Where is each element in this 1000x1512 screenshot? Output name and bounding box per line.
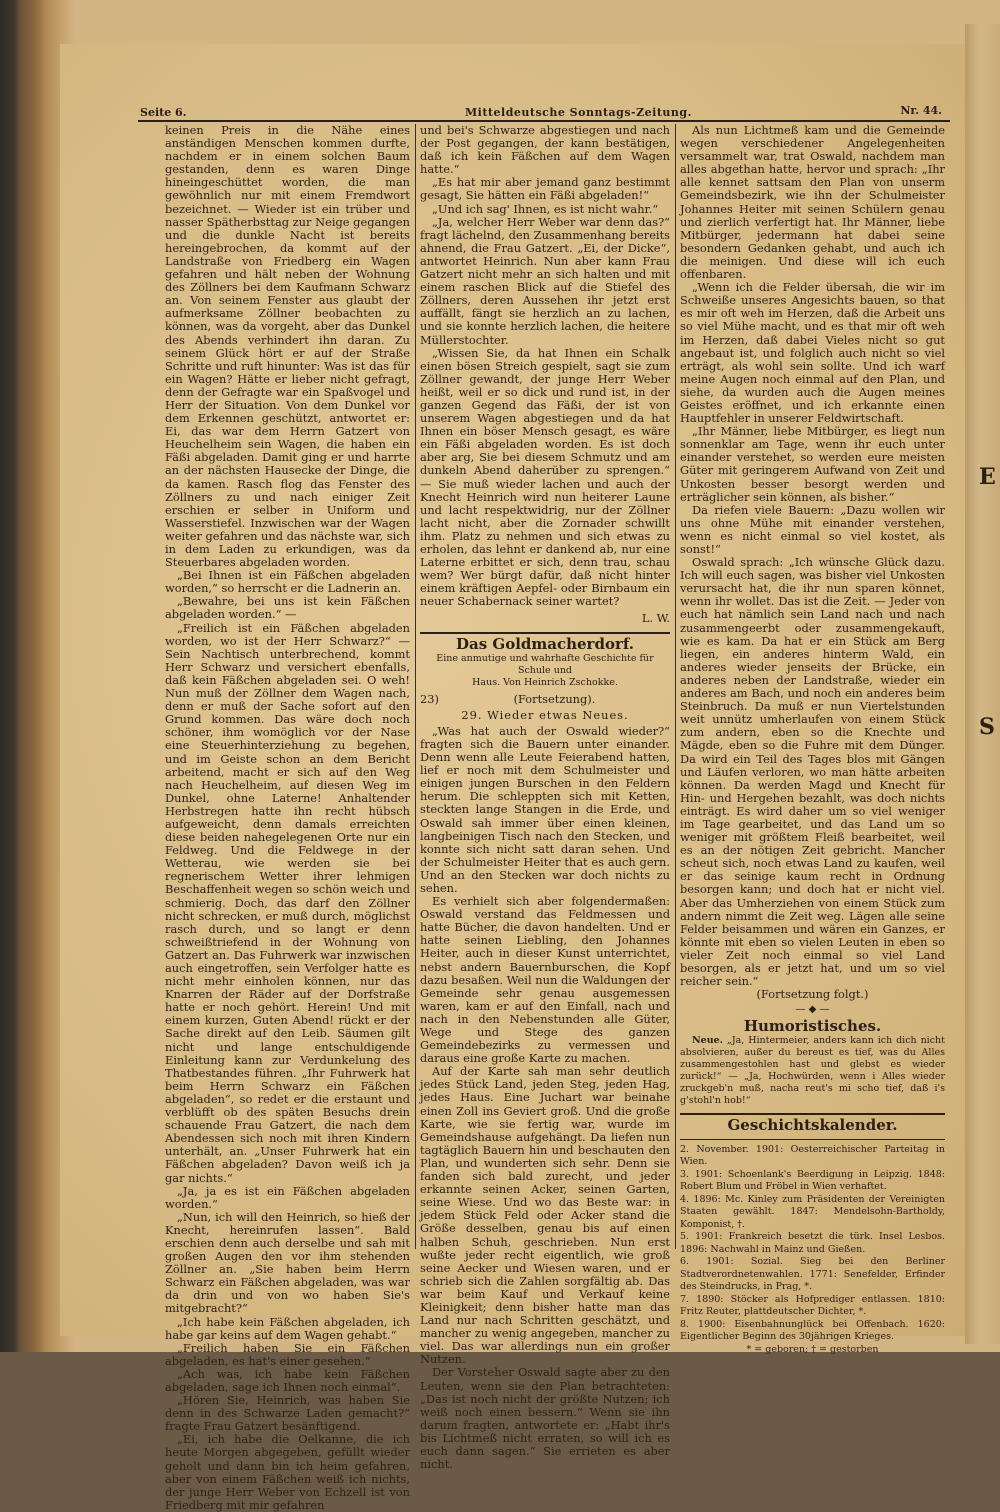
paragraph: „Es hat mir aber jemand ganz bestimmt gesagt, Sie hätten ein Fäßi abgeladen!“ bbox=[420, 175, 670, 203]
paragraph: „Ich habe kein Fäßchen abgeladen, ich habe gar keins auf dem Wagen gehabt.“ bbox=[165, 1314, 410, 1342]
side-mark: E bbox=[979, 464, 996, 490]
paragraph: „Freilich ist ein Fäßchen abgeladen worden, wo ist der Herr Schwarz?“ — Sein Nachtisch unterbrechend, kommt Herr Schwarz und versichert ebenfalls, daß kein Fäßchen abgeladen sei. O weh! Nun muß der Zöllner dem Wagen nach, denn er muß der Sache sofort auf den Grund kommen. Das wäre doch noch schöner, ihm womöglich vor der Nase eine Steuerhinterziehung zu begehen, und im Geiste schon an dem Bericht arbeitend, macht er sich auf den Weg nach Heuchelheim, auf diesen Weg im Dunkel, ohne Laterne! Anhaltender Herbstregen hatte ihn recht hübsch aufgeweicht, denn damals erreichten diese beiden nahegelegenen Orte nur ein Feldweg. Und die Feldwege in der Wetterau, wie werden sie bei regnerischem Wetter ihrer lehmigen Beschaffenheit wegen so schön weich und schmierig. Doch, das darf den Zöllner nicht schrecken, er muß durch, möglichst rasch durch, und so langt er denn schweißtriefend in der Wohnung von Gatzert an. Das Fuhrwerk war inzwischen auch eingetroffen, sein Verfolger hatte es nicht mehr einholen können, nur das Knarren der Räder auf der Dorfstraße hatte er noch gehört. Herein! Und mit einem kurzen, Guten Abend! rückt er der Sache direkt auf den Leib. Säumen gilt nicht und lange entschuldigende Einleitung kann zur Verdunkelung des Thatbestandes führen. „Ihr Fuhrwerk hat beim Herrn Schwarz ein Fäßchen abgeladen“, so redet er die erstaunt und verblüfft ob des späten Besuchs drein schauende Frau Gatzert, die nach dem Abendessen sich noch mit ihren Kindern unterhält, an. „Unser Fuhrwerk hat ein Fäßchen abgeladen? Davon weiß ich ja gar nichts.“ bbox=[165, 620, 410, 1185]
header-rule bbox=[138, 120, 950, 122]
newspaper-title: Mitteldeutsche Sonntags-Zeitung. bbox=[465, 106, 692, 119]
paragraph: Auf der Karte sah man sehr deutlich jedes Stück Land, jeden Steg, jeden Hag, jedes Haus. Eine Juchart war beinahe einen Zoll ins Geviert groß. Und die große Karte, wie sie fertig war, wurde im Gemeindshause aufgehängt. Da liefen nun tagtäglich Bauern hin und beschauten den Plan, und wunderten sich sehr. Denn sie fanden sich bald zurecht, und jeder erkannte seinen Acker, seinen Garten, seine Wiese. Und wo das Beste war: in jedem Stück Feld oder Acker stand die Größe desselben, genau bis auf einen halben Schuh, geschrieben. Nun erst wußte jeder recht eigentlich, wie groß seine Aecker und Wiesen waren, und er schrieb sich die Zahlen sorgfältig ab. Das war beim Kauf und Verkauf keine Kleinigkeit; denn bisher hatte man das Land nur nach Schritten geschätzt, und mancher zu wenig angegeben, mancher zu viel. Das war allerdings nun ein großer Nutzen. bbox=[420, 1064, 670, 1367]
calendar-title: Geschichtskalender. bbox=[727, 1116, 898, 1135]
calendar-legend: * = geboren; † = gestorben bbox=[746, 1343, 879, 1355]
page-label: Seite 6. bbox=[140, 106, 187, 119]
paragraph: und bei's Schwarze abgestiegen und nach der Post gegangen, der kann bestätigen, daß ich kein Fäßchen auf dem Wagen hatte.“ bbox=[420, 123, 670, 177]
subtitle-line: Haus. Von Heinrich Zschokke. bbox=[472, 676, 618, 688]
ornament-rule: — ◆ — bbox=[795, 1004, 830, 1016]
chapter-heading: 29. Wieder etwas Neues. bbox=[461, 707, 629, 722]
paragraph: „Ihr Männer, liebe Mitbürger, es liegt nun sonnenklar am Tage, wenn ihr euch unter einander verstehet, so werden eure meisten Güter mit geringerem Aufwand von Zeit und Unkosten besser besorgt werden und erträglicher sein können, als bisher.“ bbox=[680, 424, 945, 504]
calendar-entry: 7. 1890: Stöcker als Hofprediger entlassen. 1810: Fritz Reuter, plattdeutscher Dichter, *. bbox=[680, 1293, 945, 1318]
paragraph: „Wissen Sie, da hat Ihnen ein Schalk einen bösen Streich gespielt, sagt sie zum Zöllner gewandt, der junge Herr Weber heißt, weil er so dick und rund ist, in der ganzen Gegend das Fäßi, der ist von unserem Wagen abgestiegen und da hat Ihnen ein böser Mensch gesagt, es wäre ein Fäßi abgeladen worden. Es ist doch aber arg, Sie bei diesem Schmutz und am dunkeln Abend daherüber zu sprengen.“ — Sie muß wieder lachen und auch der Knecht Heinrich wird nun heiterer Laune und lacht respektwidrig, nur der Zöllner lacht nicht, aber die Zornader schwillt ihm. Platz zu nehmen und sich etwas zu erholen, das lehnt er dankend ab, nur eine Laterne erbittet er sich, denn trau, schau wem? Wer bürgt dafür, daß nicht hinter einem kräftigen Aepfel- oder Birnbaum ein neuer Schabernack seiner wartet? bbox=[420, 345, 670, 609]
issue-number: Nr. 44. bbox=[900, 104, 942, 117]
section-rule bbox=[420, 632, 670, 634]
calendar-entry: 2. November. 1901: Oesterreichischer Parteitag in Wien. bbox=[680, 1143, 945, 1168]
paragraph: „Wenn ich die Felder übersah, die wir im Schweiße unseres Angesichts bauen, so that es mir oft weh im Herzen, daß die Arbeit uns so viel Mühe macht, und es that mir oft weh im Herzen, daß dabei Vieles nicht so gut angebaut ist, und folglich auch nicht so viel erträgt, als wohl sein sollte. Und ich warf meine Augen noch einmal auf den Plan, und siehe, da wurden auch die Augen meines Geistes eröffnet, und ich erkannte einen Hauptfehler in unserer Feldwirtschaft. bbox=[680, 280, 945, 426]
paragraph: „Bewahre, bei uns ist kein Fäßchen abgeladen worden.“ — bbox=[165, 594, 410, 622]
calendar-entry: 4. 1896: Mc. Kinley zum Präsidenten der Vereinigten Staaten gewählt. 1847: Mendelsohn-Bartholdy, Komponist, †. bbox=[680, 1193, 945, 1230]
calendar-entry: 5. 1901: Frankreich besetzt die türk. Insel Lesbos. 1896: Nachwahl in Mainz und Gießen. bbox=[680, 1231, 945, 1255]
paragraph: „Bei Ihnen ist ein Fäßchen abgeladen worden,“ so herrscht er die Ladnerin an. bbox=[165, 568, 410, 596]
column-separator bbox=[415, 124, 416, 1249]
paragraph: „Ja, welcher Herr Weber war denn das?“ fragt lächelnd, den Zusammenhang bereits ahnend, die Frau Gatzert. „Ei, der Dicke“, antwortet Heinrich. Nun aber kann Frau Gatzert nicht mehr an sich halten und mit einem raschen Blick auf die Stiefel des Zöllners, deren Aussehen ihr jetzt erst auffällt, fängt sie herzlich an zu lachen, und sie konnte herzlich lachen, die heitere Müllerstochter. bbox=[420, 214, 670, 347]
calendar-list bbox=[680, 1144, 945, 1357]
paragraph: „Ach was, ich habe kein Fäßchen abgeladen, sage ich Ihnen noch einmal“. bbox=[165, 1366, 410, 1394]
section-rule bbox=[680, 1113, 945, 1115]
paragraph: Da riefen viele Bauern: „Dazu wollen wir uns ohne Mühe mit einander verstehen, wenn es nicht einmal so viel kostet, als sonst!“ bbox=[680, 502, 945, 556]
humor-title: Humoristisches. bbox=[743, 1017, 882, 1036]
column-separator bbox=[675, 124, 676, 1249]
next-page-edge bbox=[965, 24, 1000, 1344]
column-1 bbox=[165, 123, 410, 1512]
paragraph: Oswald sprach: „Ich wünsche Glück dazu. Ich will euch sagen, was bisher viel Unkosten verursacht hat, die ihr nun sparen könnet, wenn ihr wollet. Das ist die Zeit. — Jeder von euch hat nämlich sein Land nach und nach zusammengeerbt oder zusammengekauft, wie es kam. Da hat er ein Stück am Berg liegen, ein anderes hinterm Wald, ein anderes wieder jenseits der Brücke, ein anderes neben der Landstraße, wieder ein anderes am Bach, und noch ein anderes beim Steinbruch. Da muß er nun Viertelstunden weit unnütz umherlaufen von einem Stück zum andern, eben so die Knechte und Mägde, eben so die Fuhre mit dem Dünger. Da wird ein Teil des Tages blos mit Gängen und Läufen verloren, wo man hätte arbeiten können. Da werden Magd und Knecht für Hin- und Hergehen bezahlt, was doch nichts einträgt. Es wird daher um so viel weniger im Tage gearbeitet, und das Land um so weniger mit größtem Fleiß bearbeitet, weil es an der nötigen Zeit gebricht. Mancher scheut sich, noch etwas Land zu kaufen, weil er das seinige kaum recht in Ordnung besorgen kann; und doch hat er nicht viel. Aber das Umherziehen von einem Stück zum andern nimmt die Zeit weg. Lägen alle seine Felder beisammen und wären ein Ganzes, er könnte mit eben so vielen Leuten in eben so vieler Zeit noch einmal so viel Land besorgen, als er jetzt hat, und um so viel reicher sein.“ bbox=[680, 555, 945, 989]
calendar-entry: 6. 1901: Sozial. Sieg bei den Berliner Stadtverordnetenwahlen. 1771: Senefelder, Erfinder des Steindrucks, in Prag, *. bbox=[680, 1256, 945, 1293]
paragraph: keinen Preis in die Nähe eines anständigen Menschen kommen durfte, nachdem er in einem solchen Baum gestanden, denn es waren Dinge hineingeschüttet worden, die man gewöhnlich nur mit einem Fremdwort bezeichnet. — Wieder ist ein trüber und nasser Spätherbsttag zur Neige gegangen und die dunkle Nacht ist bereits hereingebrochen, da kommt auf der Landstraße von Friedberg ein Wagen gefahren und hält neben der Wohnung des Zöllners bei dem Kaufmann Schwarz an. Von seinem Fenster aus glaubt der aufmerksame Zöllner beobachten zu können, was da vorgeht, aber das Dunkel des Abends verhindert ihn daran. Zu seinem Glück hört er auf der Straße Schritte und ruft hinunter: Was ist das für ein Wagen? Hätte er lieber nicht gefragt, denn der Gefragte war ein Spaßvogel und Herr der Situation. Von dem Dunkel vor dem Erkennen geschützt, antwortet er: Ei, das war dem Herrn Gatzert von Heuchelheim sein Wagen, die haben ein Fäßi abgeladen. Damit ging er und harrte an der nächsten Hausecke der Dinge, die da kamen. Rasch flog das Fenster des Zöllners zu und nach einiger Zeit erschien er selber in Uniform und Wasserstiefel. Inzwischen war der Wagen weiter gefahren und das nächste war, sich in dem Laden zu erkundigen, was da Steuerbares abgeladen worden. bbox=[165, 123, 410, 570]
calendar-entry: 8. 1900: Eisenbahnunglück bei Offenbach. 1620: Eigentlicher Beginn des 30jährigen Krieges. bbox=[680, 1318, 945, 1343]
installment-number: 23) bbox=[420, 691, 439, 706]
paragraph: „Hören Sie, Heinrich, was haben Sie denn in des Schwarze Laden gemacht?“ fragte Frau Gatzert besänftigend. bbox=[165, 1393, 410, 1434]
paragraph: „Ei, ich habe die Oelkanne, die ich heute Morgen abgegeben, gefüllt wieder geholt und dann bin ich heim gefahren, aber von einem Fäßchen weiß ich nichts, der junge Herr Weber von Echzell ist von Friedberg mit mir gefahren bbox=[165, 1432, 410, 1512]
calendar-entry: 3. 1901: Schoenlank's Beerdigung in Leipzig. 1848: Robert Blum und Fröbel in Wien verhaftet. bbox=[680, 1168, 945, 1193]
humor-label: Neue. bbox=[692, 1035, 723, 1047]
story-subtitle bbox=[420, 653, 670, 689]
story-title: Das Goldmacherdorf. bbox=[455, 634, 634, 653]
paragraph: Es verhielt sich aber folgendermaßen: Oswald verstand das Feldmessen und hatte Bücher, die davon handelten. Und er hatte seinen Liebling, den Johannes Heiter, auch in dieser Kunst unterrichtet, nebst andern Bauernburschen, die Kopf dazu besaßen. Weil nun die Waldungen der Gemeinde sehr genau ausgemessen waren, kam er auf den Einfall, nach und nach in den Nebenstunden alle Güter, Wege und Stege des ganzen Gemeindebezirks zu vermessen und daraus eine große Karte zu machen. bbox=[420, 894, 670, 1066]
column-2 bbox=[420, 123, 670, 1472]
subtitle-line: Eine anmutige und wahrhafte Geschichte für Schule und bbox=[436, 652, 654, 676]
author-signature: L. W. bbox=[641, 611, 670, 626]
paragraph: „Nun, ich will den Heinrich, so hieß der Knecht, hereinrufen lassen“. Bald erschien denn auch derselbe und sah mit großen Augen den vor ihm stehenden Zöllner an. „Sie haben beim Herrn Schwarz ein Fäßchen abgeladen, was war da drin und von wo haben Sie's mitgebracht?“ bbox=[165, 1209, 410, 1316]
paragraph: „Ja, ja es ist ein Fäßchen abgeladen worden.“ bbox=[165, 1183, 410, 1211]
side-mark: S bbox=[979, 714, 995, 740]
paragraph: Als nun Lichtmeß kam und die Gemeinde wegen verschiedener Angelegenheiten versammelt war, trat Oswald, nachdem man alles abgethan hatte, hervor und sprach: „Ihr alle kennet sattsam den Plan von unserm Gemeindsbezirk, wie ihn der Schulmeister Johannes Heiter mit seinen Schülern genau und zierlich verfertigt hat. Ihr Männer, liebe Mitbürger, jedermann hat dabei seine besondern Gedanken gehabt, und auch ich die meinigen. Und diese will ich euch offenbaren. bbox=[680, 123, 945, 282]
to-be-continued: (Fortsetzung folgt.) bbox=[756, 987, 869, 1002]
column-3 bbox=[680, 123, 945, 1355]
humor-paragraph bbox=[680, 1035, 945, 1107]
paragraph: „Was hat auch der Oswald wieder?“ fragten sich die Bauern unter einander. Denn wenn alle Leute Feierabend hatten, lief er noch mit dem Schulmeister und einigen jungen Burschen in den Feldern herum. Die schleppten sich mit Ketten, steckten lange Stangen in die Erde, und Oswald sah immer über einen kleinen, langbeinigen Tisch nach den Stecken, und konnte sich nicht satt daran sehen. Und der Schulmeister Heiter that es auch gern. Und an den Stecken war doch nichts zu sehen. bbox=[420, 723, 670, 895]
humor-text: „Ja, Hintermeier, anders kann ich dich nicht absolvieren, außer du bereust es tief, was du Alles zusammengestohlen hast und glebst es wieder zurück!“ — „Ja, Hochwürden, wenn i Alles wieder zruckgeb'n muß, nacha reut's mi scho tief, daß i's g'stohl'n hob!“ bbox=[680, 1035, 945, 1107]
paragraph: „Und ich sag' Ihnen, es ist nicht wahr.“ bbox=[432, 201, 659, 216]
continuation-label: (Fortsetzung). bbox=[513, 691, 596, 706]
section-rule bbox=[680, 1139, 945, 1140]
paragraph: Der Vorsteher Oswald sagte aber zu den Leuten, wenn sie den Plan betrachteten: „Das ist noch nicht der größte Nutzen; ich weiß noch einen bessern.“ Wenn sie ihn darum fragten, antwortete er: „Habt ihr's bis Lichtmeß nicht erraten, so will ich es euch dann sagen.“ Sie errieten es aber nicht. bbox=[420, 1365, 670, 1472]
paragraph: „Freilich haben Sie ein Fäßchen abgeladen, es hat's einer gesehen.“ bbox=[165, 1340, 410, 1368]
continuation-row bbox=[420, 693, 670, 706]
